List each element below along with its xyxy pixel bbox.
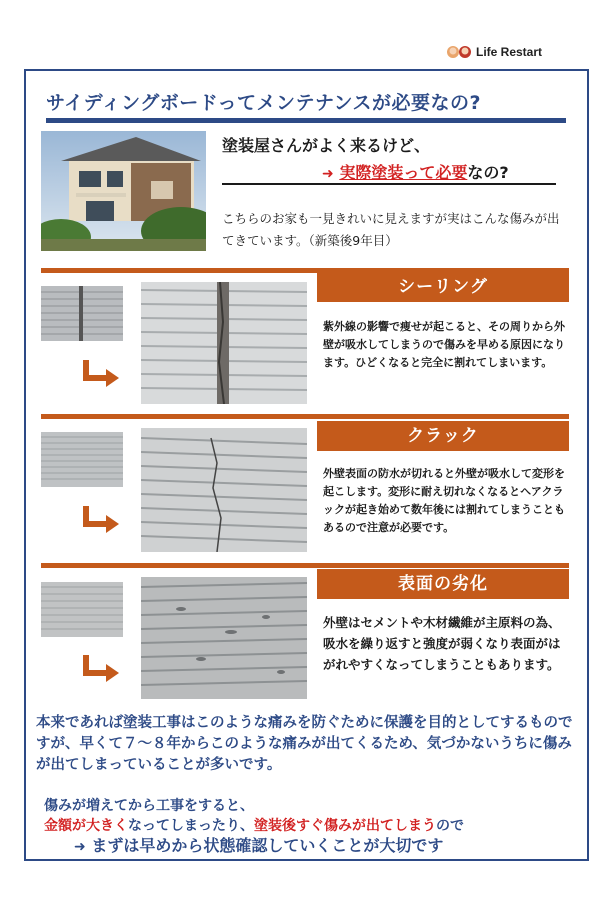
- section-divider: [41, 563, 569, 568]
- closing-mid: なってしまったり、: [128, 818, 254, 834]
- section-title-sealing: シーリング: [317, 272, 569, 302]
- question-underline: [222, 183, 556, 185]
- page-title: サイディングボードってメンテナンスが必要なの?: [46, 88, 566, 123]
- question-line1: 塗装屋さんがよく来るけど、: [222, 136, 431, 155]
- section-text-surface: 外壁はセメントや木材繊維が主原料の為、吸水を繰り返すと強度が弱くなり表面がはがれやすくなってしまうこともあります。: [323, 615, 561, 672]
- surface-photo: [141, 577, 307, 699]
- closing-line3-text: まずは早めから状態確認していくことが大切です: [91, 836, 444, 855]
- down-right-arrow-icon: [82, 360, 120, 390]
- right-arrow-icon: ➜: [74, 839, 86, 855]
- section-text-crack: 外壁表面の防水が切れると外壁が吸水して変形を起こします。変形に耐え切れなくなるとヘアクラックが起き始めて数年後には割れてしまうこともあるので注意が必要です。: [323, 467, 565, 534]
- sealing-thumbnail: [41, 286, 123, 341]
- intro-text: こちらのお家も一見きれいに見えますが実はこんな傷みが出てきています。（新築後9年目）: [222, 211, 560, 248]
- down-right-arrow-icon: [82, 506, 120, 536]
- closing-line2: [44, 816, 584, 836]
- closing-end: ので: [436, 818, 464, 834]
- section-divider: [41, 414, 569, 419]
- closing-red1: 金額が大きく: [44, 818, 128, 834]
- closing-line1: 傷みが増えてから工事をすると、: [44, 798, 254, 814]
- crack-thumbnail: [41, 432, 123, 487]
- question-line2: [322, 160, 509, 183]
- brand-logo: [447, 45, 542, 59]
- closing-red2: 塗装後すぐ傷みが出てしまう: [254, 818, 436, 834]
- question-suffix: なの?: [467, 163, 509, 182]
- section-title-crack: クラック: [317, 421, 569, 451]
- closing-line3: [74, 836, 584, 857]
- sealing-photo: [141, 282, 307, 404]
- closing-block: [44, 796, 584, 857]
- family-logo-icon: [447, 45, 471, 59]
- house-photo: [41, 131, 206, 251]
- crack-photo: [141, 428, 307, 552]
- down-right-arrow-icon: [82, 655, 120, 685]
- section-title-surface: 表面の劣化: [317, 569, 569, 599]
- surface-thumbnail: [41, 582, 123, 637]
- right-arrow-icon: ➜: [322, 166, 334, 182]
- summary-text: 本来であれば塗装工事はこのような痛みを防ぐために保護を目的としてするものですが、早くて７～８年からこのような痛みが出てくるため、気づかないうちに傷みが出てしまっていることが多いです。: [36, 715, 573, 773]
- question-emphasis: 実際塗装って必要: [339, 163, 468, 182]
- section-text-sealing: 紫外線の影響で痩せが起こると、その周りから外壁が吸水してしまうので傷みを早める原因になります。ひどくなると完全に割れてしまいます。: [323, 320, 565, 369]
- brand-name: Life Restart: [476, 45, 543, 59]
